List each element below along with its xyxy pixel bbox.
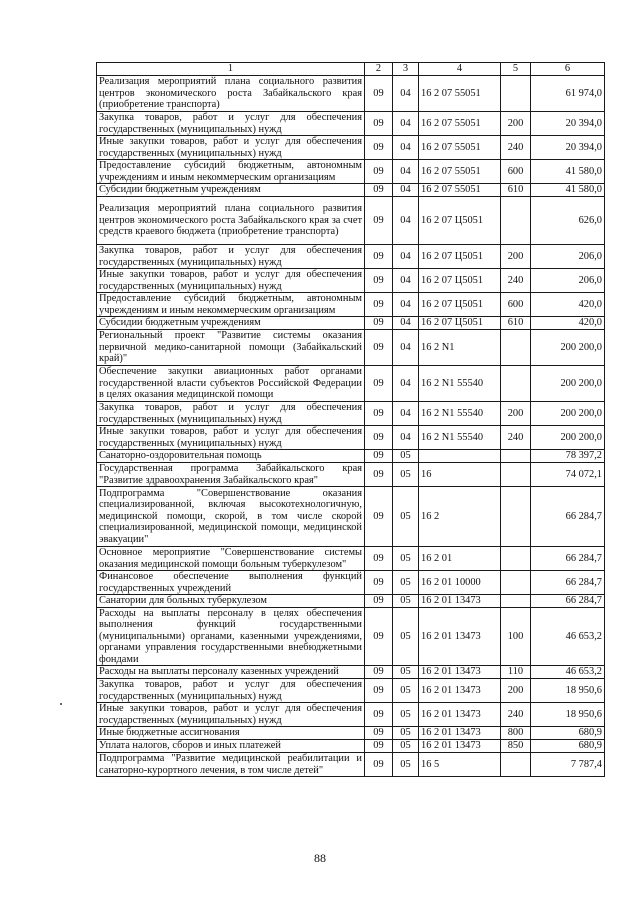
row-target-article-cell: 16 2 07 Ц5051 (419, 269, 501, 293)
row-section-cell: 09 (365, 608, 393, 666)
table-row (97, 450, 605, 463)
table-row (97, 753, 605, 777)
row-name-cell: Расходы на выплаты персоналу казенных учреждений (97, 666, 365, 679)
table-header (97, 63, 605, 76)
row-expense-type-cell (501, 76, 531, 112)
row-name-cell: Иные закупки товаров, работ и услуг для обеспечения государственных (муниципальных) нужд (97, 269, 365, 293)
page-number: 88 (314, 851, 326, 865)
row-target-article-cell: 16 2 07 55051 (419, 160, 501, 184)
row-section-cell: 09 (365, 595, 393, 608)
row-name-cell: Предоставление субсидий бюджетным, автономным учреждениям и иным некоммерческим организациям (97, 293, 365, 317)
table-row (97, 703, 605, 727)
row-section-cell: 09 (365, 450, 393, 463)
row-subsection-cell: 05 (393, 450, 419, 463)
row-target-article-cell: 16 2 01 (419, 547, 501, 571)
row-section-cell: 09 (365, 184, 393, 197)
table-row (97, 666, 605, 679)
row-amount-cell: 66 284,7 (531, 487, 605, 547)
row-amount-cell: 20 394,0 (531, 136, 605, 160)
row-amount-cell: 46 653,2 (531, 608, 605, 666)
row-subsection-cell: 04 (393, 317, 419, 330)
row-name-cell: Реализация мероприятий плана социального развития центров экономического роста Забайкальского края (приобретение транспорта) (97, 76, 365, 112)
row-target-article-cell: 16 2 07 55051 (419, 136, 501, 160)
row-name-cell: Субсидии бюджетным учреждениям (97, 317, 365, 330)
row-subsection-cell: 04 (393, 112, 419, 136)
row-target-article-cell: 16 2 01 10000 (419, 571, 501, 595)
row-subsection-cell: 04 (393, 426, 419, 450)
row-expense-type-cell: 240 (501, 269, 531, 293)
row-section-cell: 09 (365, 366, 393, 402)
row-amount-cell: 61 974,0 (531, 76, 605, 112)
row-section-cell: 09 (365, 317, 393, 330)
header-row (97, 63, 605, 76)
row-section-cell: 09 (365, 136, 393, 160)
header-col-3: 3 (393, 63, 419, 76)
row-section-cell: 09 (365, 547, 393, 571)
table-row (97, 463, 605, 487)
table-row (97, 245, 605, 269)
row-expense-type-cell: 100 (501, 608, 531, 666)
row-name-cell: Финансовое обеспечение выполнения функций государственных учреждений (97, 571, 365, 595)
row-amount-cell: 680,9 (531, 740, 605, 753)
table-row (97, 487, 605, 547)
table-row (97, 571, 605, 595)
row-name-cell: Расходы на выплаты персоналу в целях обеспечения выполнения функций государственными (муниципальными) органами, казенными учреждениями, органами управления государственными внебюджетными фондами (97, 608, 365, 666)
row-subsection-cell: 05 (393, 463, 419, 487)
row-section-cell: 09 (365, 330, 393, 366)
row-amount-cell: 626,0 (531, 197, 605, 245)
row-amount-cell: 420,0 (531, 293, 605, 317)
row-amount-cell: 66 284,7 (531, 571, 605, 595)
row-name-cell: Иные закупки товаров, работ и услуг для обеспечения государственных (муниципальных) нужд (97, 136, 365, 160)
row-name-cell: Закупка товаров, работ и услуг для обеспечения государственных (муниципальных) нужд (97, 679, 365, 703)
table-body (97, 76, 605, 777)
row-subsection-cell: 05 (393, 571, 419, 595)
row-section-cell: 09 (365, 197, 393, 245)
row-target-article-cell: 16 2 07 Ц5051 (419, 197, 501, 245)
row-subsection-cell: 05 (393, 608, 419, 666)
row-subsection-cell: 04 (393, 269, 419, 293)
row-expense-type-cell: 600 (501, 160, 531, 184)
table-row (97, 727, 605, 740)
row-target-article-cell: 16 2 07 55051 (419, 112, 501, 136)
row-expense-type-cell: 200 (501, 402, 531, 426)
row-subsection-cell: 05 (393, 666, 419, 679)
row-target-article-cell: 16 2 07 Ц5051 (419, 293, 501, 317)
row-expense-type-cell (501, 753, 531, 777)
row-expense-type-cell: 240 (501, 136, 531, 160)
row-section-cell: 09 (365, 293, 393, 317)
table-row (97, 136, 605, 160)
row-section-cell: 09 (365, 740, 393, 753)
row-subsection-cell: 04 (393, 402, 419, 426)
row-name-cell: Региональный проект "Развитие системы оказания первичной медико-санитарной помощи (Забайкальский край)" (97, 330, 365, 366)
row-expense-type-cell (501, 330, 531, 366)
row-subsection-cell: 05 (393, 679, 419, 703)
row-subsection-cell: 04 (393, 197, 419, 245)
row-subsection-cell: 04 (393, 245, 419, 269)
row-name-cell: Основное мероприятие "Совершенствование системы оказания медицинской помощи больным туберкулезом" (97, 547, 365, 571)
row-expense-type-cell: 110 (501, 666, 531, 679)
row-amount-cell: 20 394,0 (531, 112, 605, 136)
row-expense-type-cell (501, 463, 531, 487)
row-section-cell: 09 (365, 463, 393, 487)
row-section-cell: 09 (365, 487, 393, 547)
row-subsection-cell: 04 (393, 160, 419, 184)
row-expense-type-cell: 200 (501, 245, 531, 269)
row-name-cell: Иные закупки товаров, работ и услуг для обеспечения государственных (муниципальных) нужд (97, 703, 365, 727)
table-row (97, 112, 605, 136)
row-subsection-cell: 04 (393, 184, 419, 197)
row-target-article-cell: 16 2 N1 55540 (419, 402, 501, 426)
row-amount-cell: 200 200,0 (531, 426, 605, 450)
row-expense-type-cell: 240 (501, 703, 531, 727)
row-target-article-cell: 16 2 01 13473 (419, 727, 501, 740)
row-section-cell: 09 (365, 160, 393, 184)
row-amount-cell: 66 284,7 (531, 547, 605, 571)
row-subsection-cell: 04 (393, 366, 419, 402)
table-row (97, 330, 605, 366)
row-subsection-cell: 05 (393, 753, 419, 777)
row-subsection-cell: 04 (393, 293, 419, 317)
row-amount-cell: 41 580,0 (531, 160, 605, 184)
table-row (97, 197, 605, 245)
row-subsection-cell: 04 (393, 330, 419, 366)
header-col-5: 5 (501, 63, 531, 76)
table-row (97, 184, 605, 197)
row-target-article-cell (419, 450, 501, 463)
table-row (97, 547, 605, 571)
table-row (97, 608, 605, 666)
row-name-cell: Иные бюджетные ассигнования (97, 727, 365, 740)
row-subsection-cell: 04 (393, 76, 419, 112)
row-subsection-cell: 04 (393, 136, 419, 160)
row-expense-type-cell: 850 (501, 740, 531, 753)
row-target-article-cell: 16 2 N1 (419, 330, 501, 366)
row-amount-cell: 18 950,6 (531, 679, 605, 703)
row-section-cell: 09 (365, 703, 393, 727)
row-target-article-cell: 16 2 (419, 487, 501, 547)
row-expense-type-cell (501, 487, 531, 547)
row-expense-type-cell (501, 450, 531, 463)
table-row (97, 317, 605, 330)
table-row (97, 269, 605, 293)
row-section-cell: 09 (365, 679, 393, 703)
table-row (97, 740, 605, 753)
row-target-article-cell: 16 2 01 13473 (419, 679, 501, 703)
row-subsection-cell: 05 (393, 703, 419, 727)
row-section-cell: 09 (365, 727, 393, 740)
table-row (97, 76, 605, 112)
header-col-1: 1 (97, 63, 365, 76)
row-amount-cell: 200 200,0 (531, 366, 605, 402)
row-target-article-cell: 16 2 01 13473 (419, 608, 501, 666)
row-expense-type-cell: 200 (501, 679, 531, 703)
table-row (97, 366, 605, 402)
row-amount-cell: 41 580,0 (531, 184, 605, 197)
row-expense-type-cell: 600 (501, 293, 531, 317)
row-target-article-cell: 16 (419, 463, 501, 487)
row-target-article-cell: 16 2 07 55051 (419, 184, 501, 197)
row-amount-cell: 18 950,6 (531, 703, 605, 727)
row-expense-type-cell: 610 (501, 317, 531, 330)
row-subsection-cell: 05 (393, 547, 419, 571)
row-target-article-cell: 16 2 07 Ц5051 (419, 317, 501, 330)
budget-table (96, 62, 605, 777)
row-target-article-cell: 16 2 07 55051 (419, 76, 501, 112)
table-row (97, 402, 605, 426)
row-section-cell: 09 (365, 571, 393, 595)
row-expense-type-cell: 610 (501, 184, 531, 197)
row-name-cell: Субсидии бюджетным учреждениям (97, 184, 365, 197)
row-amount-cell: 78 397,2 (531, 450, 605, 463)
table-row (97, 426, 605, 450)
table-row (97, 160, 605, 184)
row-amount-cell: 46 653,2 (531, 666, 605, 679)
row-section-cell: 09 (365, 269, 393, 293)
row-name-cell: Предоставление субсидий бюджетным, автономным учреждениям и иным некоммерческим организациям (97, 160, 365, 184)
row-amount-cell: 74 072,1 (531, 463, 605, 487)
row-name-cell: Закупка товаров, работ и услуг для обеспечения государственных (муниципальных) нужд (97, 245, 365, 269)
scan-speck (60, 703, 62, 705)
row-target-article-cell: 16 2 01 13473 (419, 666, 501, 679)
row-name-cell: Обеспечение закупки авиационных работ органами государственной власти субъектов Российской Федерации в целях оказания медицинской помощи (97, 366, 365, 402)
row-amount-cell: 200 200,0 (531, 330, 605, 366)
row-subsection-cell: 05 (393, 740, 419, 753)
row-section-cell: 09 (365, 753, 393, 777)
row-name-cell: Подпрограмма "Совершенствование оказания специализированной, включая высокотехнологичную, медицинской помощи, скорой, в том числе скорой специализированной, медицинской помощи, медицинской эвакуации" (97, 487, 365, 547)
table-row (97, 293, 605, 317)
row-name-cell: Санатории для больных туберкулезом (97, 595, 365, 608)
header-col-2: 2 (365, 63, 393, 76)
row-section-cell: 09 (365, 402, 393, 426)
row-section-cell: 09 (365, 76, 393, 112)
header-col-6: 6 (531, 63, 605, 76)
row-name-cell: Государственная программа Забайкальского края "Развитие здравоохранения Забайкальского края" (97, 463, 365, 487)
row-subsection-cell: 05 (393, 727, 419, 740)
row-target-article-cell: 16 2 01 13473 (419, 595, 501, 608)
row-section-cell: 09 (365, 245, 393, 269)
row-expense-type-cell (501, 595, 531, 608)
row-name-cell: Уплата налогов, сборов и иных платежей (97, 740, 365, 753)
row-target-article-cell: 16 5 (419, 753, 501, 777)
row-section-cell: 09 (365, 666, 393, 679)
row-subsection-cell: 05 (393, 487, 419, 547)
row-expense-type-cell (501, 571, 531, 595)
row-amount-cell: 200 200,0 (531, 402, 605, 426)
row-amount-cell: 420,0 (531, 317, 605, 330)
row-target-article-cell: 16 2 01 13473 (419, 703, 501, 727)
row-expense-type-cell (501, 197, 531, 245)
row-name-cell: Закупка товаров, работ и услуг для обеспечения государственных (муниципальных) нужд (97, 402, 365, 426)
row-expense-type-cell: 200 (501, 112, 531, 136)
row-name-cell: Закупка товаров, работ и услуг для обеспечения государственных (муниципальных) нужд (97, 112, 365, 136)
row-amount-cell: 206,0 (531, 269, 605, 293)
row-amount-cell: 206,0 (531, 245, 605, 269)
table-row (97, 679, 605, 703)
row-expense-type-cell (501, 366, 531, 402)
row-expense-type-cell (501, 547, 531, 571)
row-amount-cell: 680,9 (531, 727, 605, 740)
header-col-4: 4 (419, 63, 501, 76)
row-target-article-cell: 16 2 01 13473 (419, 740, 501, 753)
row-amount-cell: 7 787,4 (531, 753, 605, 777)
row-target-article-cell: 16 2 N1 55540 (419, 366, 501, 402)
row-target-article-cell: 16 2 07 Ц5051 (419, 245, 501, 269)
row-name-cell: Подпрограмма "Развитие медицинской реабилитации и санаторно-курортного лечения, в том числе детей" (97, 753, 365, 777)
row-target-article-cell: 16 2 N1 55540 (419, 426, 501, 450)
row-name-cell: Санаторно-оздоровительная помощь (97, 450, 365, 463)
row-name-cell: Реализация мероприятий плана социального развития центров экономического роста Забайкальского края за счет средств краевого бюджета (приобретение транспорта) (97, 197, 365, 245)
row-section-cell: 09 (365, 426, 393, 450)
table-row (97, 595, 605, 608)
row-name-cell: Иные закупки товаров, работ и услуг для обеспечения государственных (муниципальных) нужд (97, 426, 365, 450)
row-expense-type-cell: 800 (501, 727, 531, 740)
row-amount-cell: 66 284,7 (531, 595, 605, 608)
row-expense-type-cell: 240 (501, 426, 531, 450)
row-section-cell: 09 (365, 112, 393, 136)
row-subsection-cell: 05 (393, 595, 419, 608)
